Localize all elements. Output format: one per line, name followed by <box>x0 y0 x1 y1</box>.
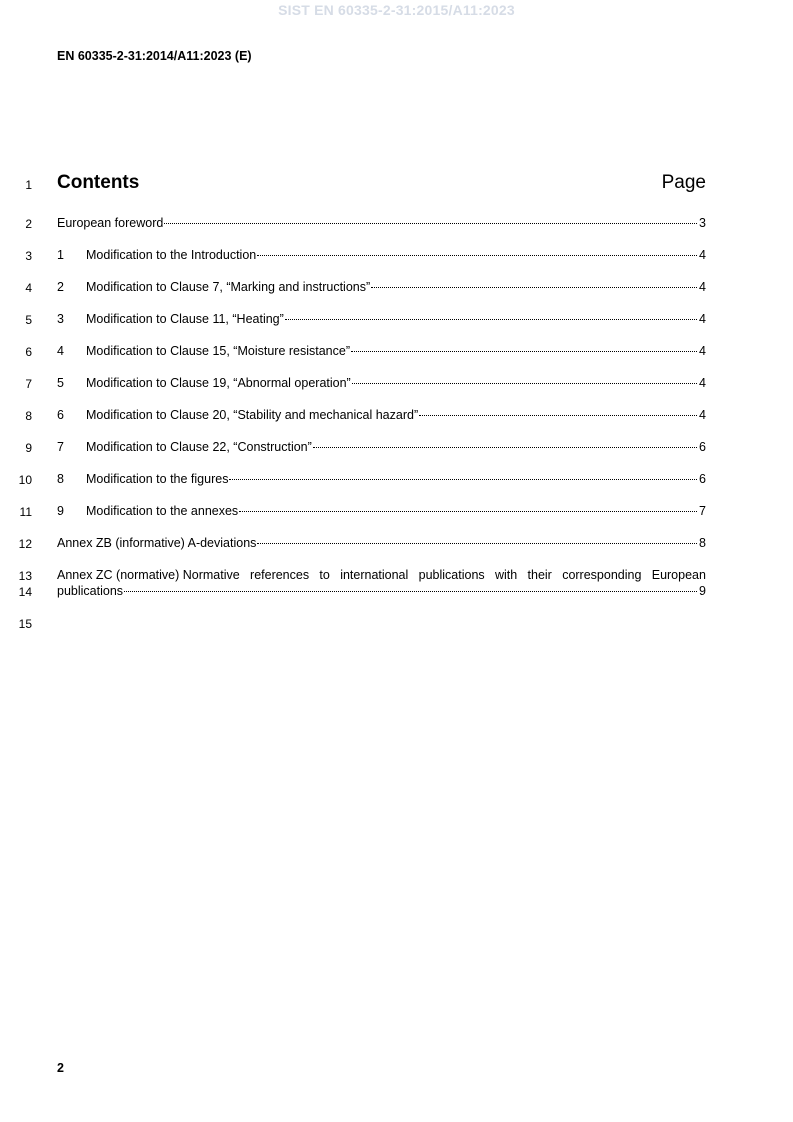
line-number: 1 <box>25 178 32 192</box>
toc-leader-dots <box>257 254 697 256</box>
line-number: 9 <box>25 441 32 455</box>
toc-word: Annex ZC (normative) Normative <box>57 568 240 582</box>
toc-entry-number: 7 <box>57 440 64 454</box>
toc-entry-title: Modification to Clause 22, “Construction” <box>86 440 312 454</box>
toc-entry-page: 9 <box>699 584 706 598</box>
toc-entry-page: 6 <box>699 440 706 454</box>
toc-leader-dots <box>257 542 697 544</box>
toc-leader-dots <box>371 286 697 288</box>
toc-leader-dots <box>352 382 697 384</box>
toc-entry[interactable] <box>57 248 706 264</box>
toc-entry-page: 4 <box>699 376 706 390</box>
footer-page-number: 2 <box>57 1061 64 1075</box>
line-number: 4 <box>25 281 32 295</box>
toc-entry-number: 6 <box>57 408 64 422</box>
toc-word: publications <box>418 568 485 582</box>
toc-entry-title: Modification to the annexes <box>86 504 239 518</box>
toc-entry-title: Modification to Clause 20, “Stability and mechanical hazard” <box>86 408 419 422</box>
toc-leader-dots <box>313 446 697 448</box>
line-number: 6 <box>25 345 32 359</box>
toc-entry-title: Modification to Clause 19, “Abnormal operation” <box>86 376 351 390</box>
toc-entry-number: 9 <box>57 504 64 518</box>
toc-word: international <box>340 568 409 582</box>
toc-leader-dots <box>229 478 697 480</box>
toc-leader-dots <box>239 510 697 512</box>
toc-entry-title: Modification to Clause 15, “Moisture resistance” <box>86 344 351 358</box>
toc-entry-page: 8 <box>699 536 706 550</box>
toc-word: references <box>250 568 310 582</box>
toc-entry-page: 4 <box>699 344 706 358</box>
line-number: 11 <box>19 505 32 519</box>
line-number: 10 <box>18 473 32 487</box>
toc-entry-title: Modification to Clause 11, “Heating” <box>86 312 284 326</box>
toc-word: with <box>494 568 518 582</box>
line-number: 14 <box>18 585 32 599</box>
toc-entry[interactable] <box>57 440 706 456</box>
toc-entry-title: Modification to the figures <box>86 472 229 486</box>
toc-leader-dots <box>124 590 697 592</box>
toc-entry[interactable] <box>57 344 706 360</box>
toc-leader-dots <box>164 222 697 224</box>
toc-entry-title: European foreword <box>57 216 164 230</box>
toc-entry-number: 2 <box>57 280 64 294</box>
toc-leader-dots <box>285 318 697 320</box>
toc-leader-dots <box>351 350 697 352</box>
toc-entry-title-line1 <box>57 567 706 583</box>
toc-word: corresponding <box>562 568 642 582</box>
line-number: 8 <box>25 409 32 423</box>
toc-entry-number: 1 <box>57 248 64 262</box>
toc-entry[interactable] <box>57 504 706 520</box>
toc-entry-page: 4 <box>699 312 706 326</box>
line-number: 3 <box>25 249 32 263</box>
toc-word: their <box>527 568 552 582</box>
toc-entry-number: 8 <box>57 472 64 486</box>
line-number: 7 <box>25 377 32 391</box>
line-number: 15 <box>18 617 32 631</box>
toc-word: to <box>319 568 330 582</box>
line-number: 12 <box>18 537 32 551</box>
toc-entry-page: 4 <box>699 408 706 422</box>
toc-entry-title: Modification to the Introduction <box>86 248 257 262</box>
toc-entry[interactable] <box>57 472 706 488</box>
toc-entry-page: 4 <box>699 280 706 294</box>
toc-entry-page: 7 <box>699 504 706 518</box>
toc-entry[interactable] <box>57 280 706 296</box>
toc-entry-page: 6 <box>699 472 706 486</box>
toc-word: European <box>651 568 706 582</box>
line-number: 5 <box>25 313 32 327</box>
toc-entry-title: Modification to Clause 7, “Marking and instructions” <box>86 280 371 294</box>
toc-entry-title: Annex ZB (informative) A-deviations <box>57 536 257 550</box>
watermark: SIST EN 60335-2-31:2015/A11:2023 <box>278 2 515 18</box>
toc-entry[interactable] <box>57 408 706 424</box>
toc-entry-title-line2: publications <box>57 584 124 598</box>
contents-title: Contents <box>57 172 140 193</box>
toc-entry[interactable] <box>57 567 706 599</box>
toc-entry-page: 3 <box>699 216 706 230</box>
document-id: EN 60335-2-31:2014/A11:2023 (E) <box>57 49 252 63</box>
toc-entry-number: 3 <box>57 312 64 326</box>
toc-leader-dots <box>419 414 697 416</box>
toc-entry-number: 5 <box>57 376 64 390</box>
line-number: 2 <box>25 217 32 231</box>
toc-entry-page: 4 <box>699 248 706 262</box>
toc-entry[interactable] <box>57 536 706 552</box>
toc-entry[interactable] <box>57 376 706 392</box>
line-number: 13 <box>18 569 32 583</box>
toc-entry[interactable] <box>57 216 706 232</box>
toc-entry[interactable] <box>57 312 706 328</box>
page-column-heading: Page <box>661 172 706 193</box>
toc-entry-number: 4 <box>57 344 64 358</box>
